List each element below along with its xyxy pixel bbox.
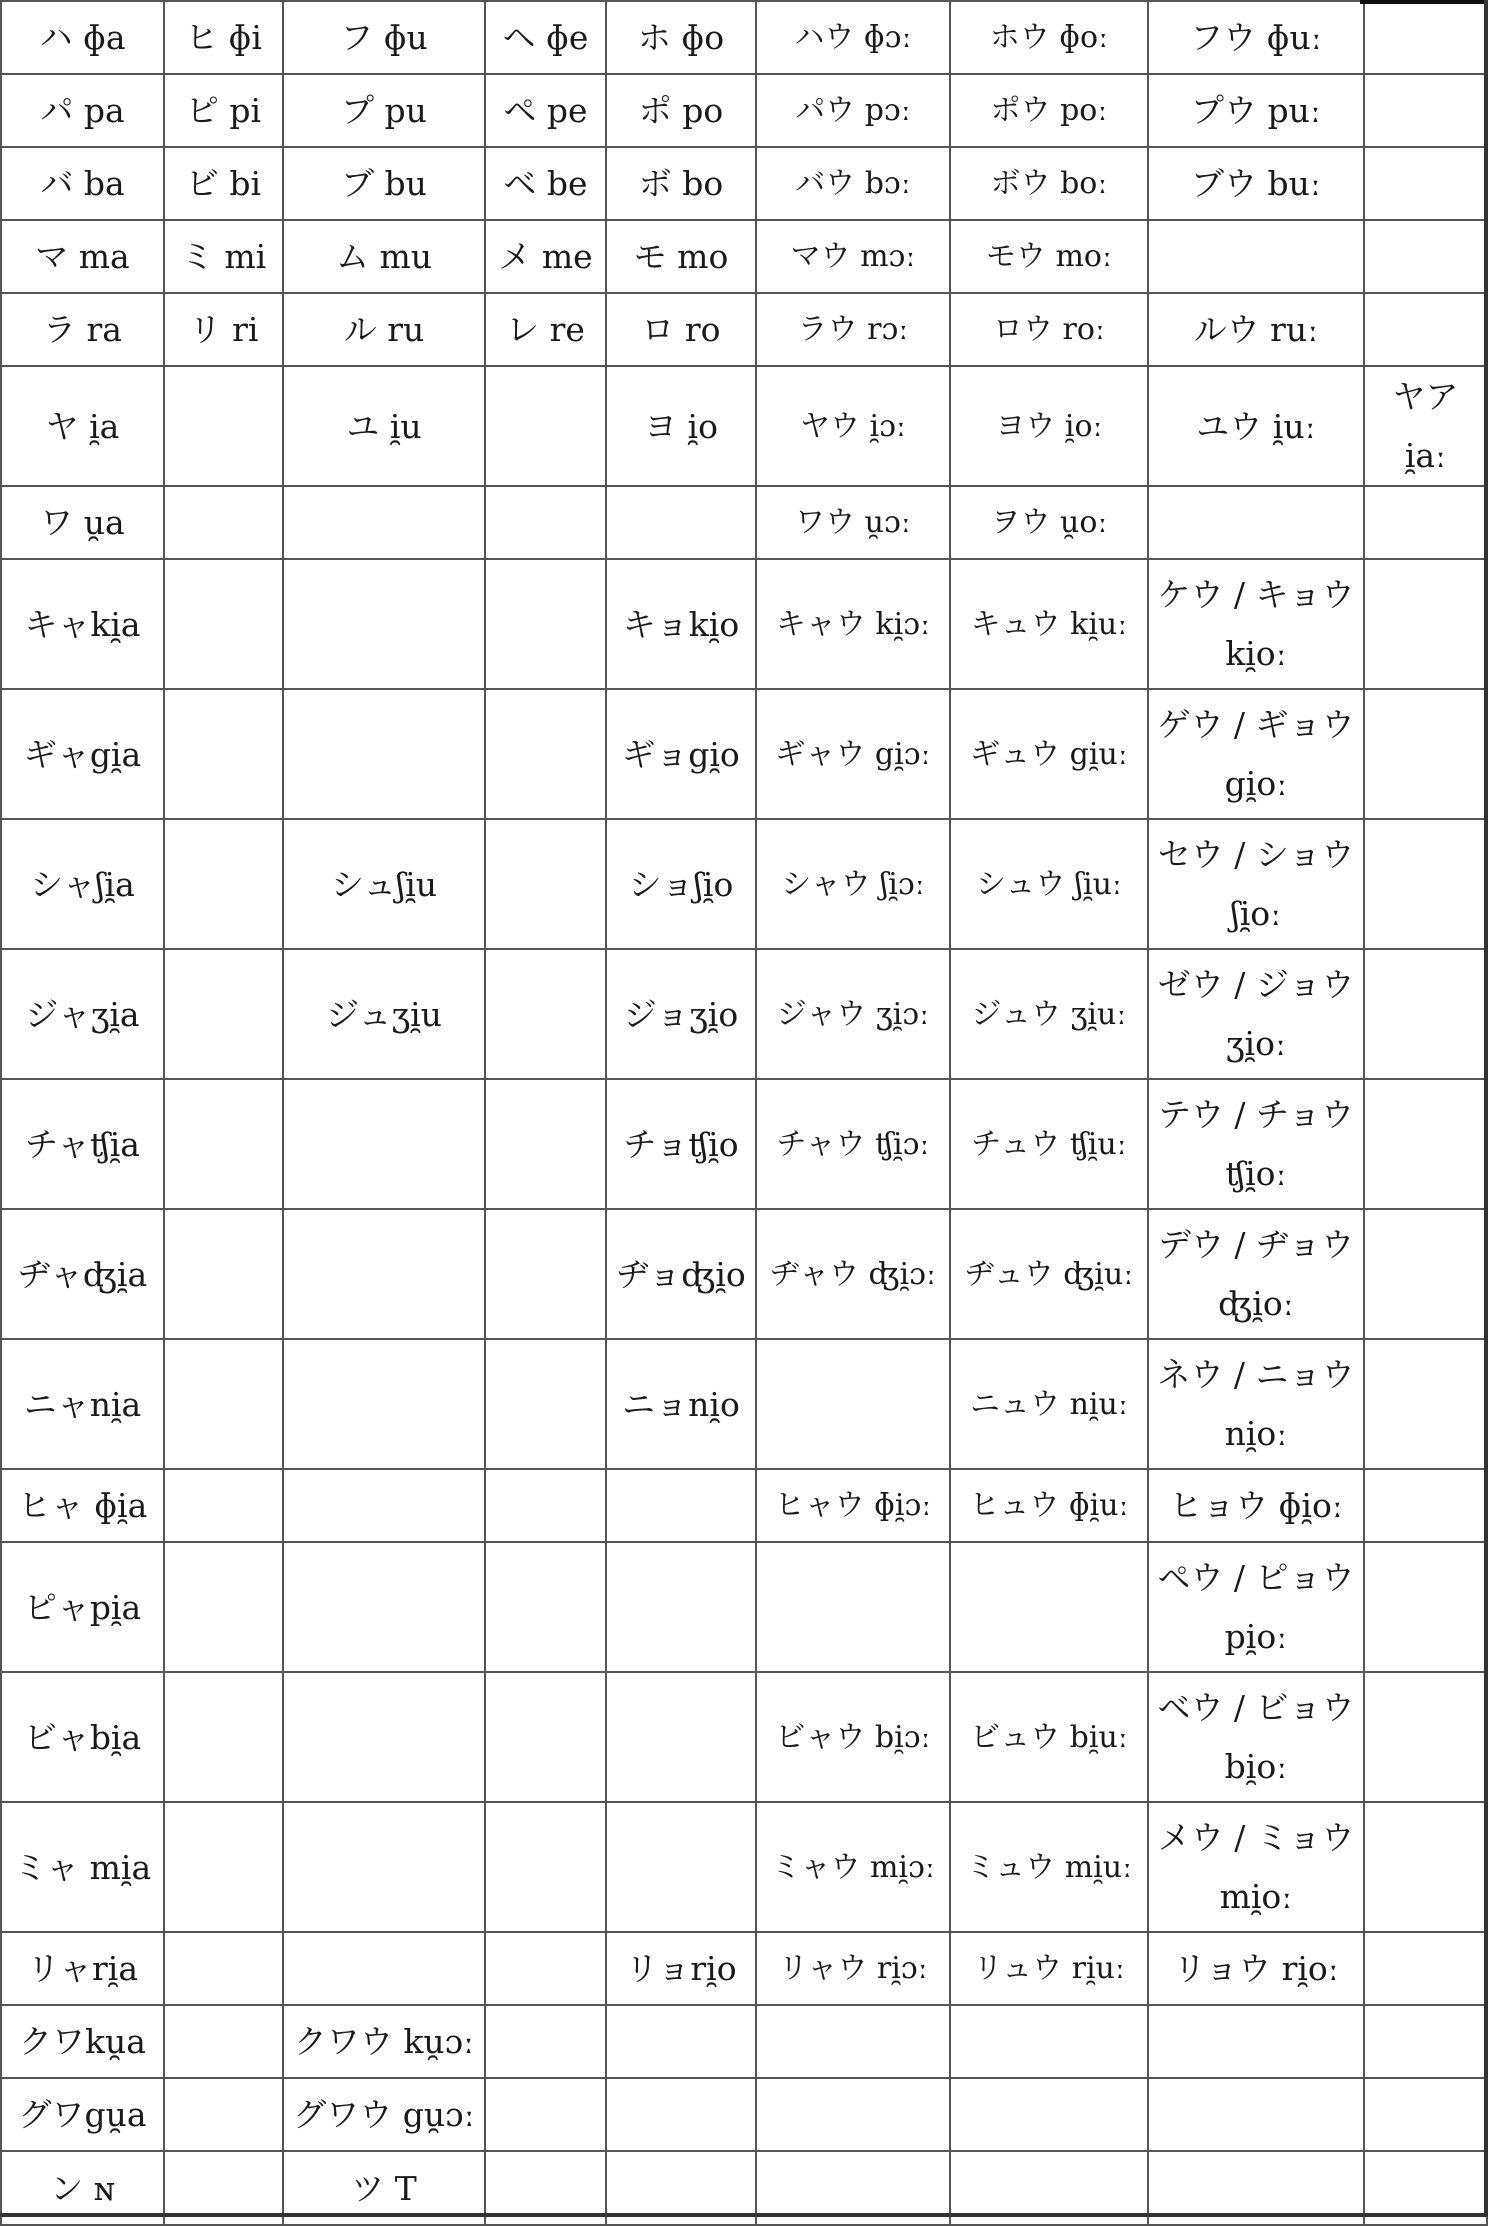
table-cell: ギャgi̯a	[1, 689, 164, 819]
table-cell: ケウ / キョウ ki̯oː	[1148, 559, 1364, 689]
table-cell: デウ / ヂョウ ʤi̯oː	[1148, 1209, 1364, 1339]
table-cell	[485, 1209, 606, 1339]
table-cell: キョki̯o	[606, 559, 756, 689]
table-cell: リュウ ri̯uː	[950, 1932, 1148, 2005]
table-cell: キュウ ki̯uː	[950, 559, 1148, 689]
table-cell: ム mu	[283, 220, 485, 293]
table-cell: ヤ i̯a	[1, 366, 164, 486]
table-row	[1, 1932, 1487, 2005]
table-cell	[164, 1209, 283, 1339]
table-row	[1, 486, 1487, 559]
table-cell: リ ri	[164, 293, 283, 366]
table-cell	[1364, 147, 1487, 220]
table-cell: パウ pɔː	[756, 74, 950, 147]
table-cell: チョʧi̯o	[606, 1079, 756, 1209]
table-cell: ピ pi	[164, 74, 283, 147]
table-cell	[485, 1542, 606, 1672]
table-cell: プウ puː	[1148, 74, 1364, 147]
table-cell	[283, 486, 485, 559]
table-cell	[1364, 1339, 1487, 1469]
table-row	[1, 147, 1487, 220]
table-cell: リャウ ri̯ɔː	[756, 1932, 950, 2005]
table-cell: ギョgi̯o	[606, 689, 756, 819]
table-cell: ブウ buː	[1148, 147, 1364, 220]
table-cell: シャウ ʃi̯ɔː	[756, 819, 950, 949]
table-cell: ヒャ ɸi̯a	[1, 1469, 164, 1542]
table-cell: ボウ boː	[950, 147, 1148, 220]
table-cell	[283, 1542, 485, 1672]
table-cell: シュʃi̯u	[283, 819, 485, 949]
table-cell	[950, 1542, 1148, 1672]
table-cell	[606, 2078, 756, 2151]
table-cell: ビャbi̯a	[1, 1672, 164, 1802]
table-cell: シャʃi̯a	[1, 819, 164, 949]
table-row	[1, 689, 1487, 819]
table-cell	[164, 949, 283, 1079]
table-cell: バ ba	[1, 147, 164, 220]
table-cell	[1364, 1542, 1487, 1672]
table-cell	[164, 1802, 283, 1932]
table-cell: ワ u̯a	[1, 486, 164, 559]
table-cell	[164, 2078, 283, 2151]
table-cell: マ ma	[1, 220, 164, 293]
table-cell: ビャウ bi̯ɔː	[756, 1672, 950, 1802]
table-row	[1, 2078, 1487, 2151]
table-cell: ミュウ mi̯uː	[950, 1802, 1148, 1932]
table-cell: ツ T	[283, 2151, 485, 2225]
table-cell: ヂャウ ʤi̯ɔː	[756, 1209, 950, 1339]
table-cell	[1364, 2078, 1487, 2151]
table-cell: ヂュウ ʤi̯uː	[950, 1209, 1148, 1339]
table-cell	[164, 1339, 283, 1469]
table-cell: フウ ɸuː	[1148, 1, 1364, 74]
table-cell: ブ bu	[283, 147, 485, 220]
table-cell: ヘ ɸe	[485, 1, 606, 74]
table-cell: ロウ roː	[950, 293, 1148, 366]
table-cell: ポ po	[606, 74, 756, 147]
table-row	[1, 293, 1487, 366]
table-cell: ビュウ bi̯uː	[950, 1672, 1148, 1802]
table-cell	[283, 1079, 485, 1209]
table-cell: ピャpi̯a	[1, 1542, 164, 1672]
table-cell: ン ɴ	[1, 2151, 164, 2225]
table-cell: モ mo	[606, 220, 756, 293]
table-cell: ベ be	[485, 147, 606, 220]
table-cell	[283, 1209, 485, 1339]
table-cell: ホウ ɸoː	[950, 1, 1148, 74]
table-cell: ジャʒi̯a	[1, 949, 164, 1079]
table-cell	[485, 1339, 606, 1469]
table-cell	[485, 819, 606, 949]
table-cell	[485, 486, 606, 559]
table-row	[1, 1209, 1487, 1339]
table-cell: ギャウ gi̯ɔː	[756, 689, 950, 819]
table-cell: ビ bi	[164, 147, 283, 220]
bottom-border-edge	[0, 2213, 1488, 2217]
table-cell: ヒ ɸi	[164, 1, 283, 74]
table-cell	[1364, 819, 1487, 949]
table-row	[1, 366, 1487, 486]
table-cell: ヒャウ ɸi̯ɔː	[756, 1469, 950, 1542]
top-right-border-edge	[1360, 0, 1486, 4]
table-cell: チュウ ʧi̯uː	[950, 1079, 1148, 1209]
table-cell	[283, 1672, 485, 1802]
table-cell	[1364, 1079, 1487, 1209]
table-cell: ジュウ ʒi̯uː	[950, 949, 1148, 1079]
table-cell	[1364, 1469, 1487, 1542]
table-row	[1, 1802, 1487, 1932]
table-cell	[1364, 689, 1487, 819]
table-cell: ゼウ / ジョウ ʒi̯oː	[1148, 949, 1364, 1079]
table-row	[1, 819, 1487, 949]
table-cell: ジョʒi̯o	[606, 949, 756, 1079]
table-cell	[1148, 220, 1364, 293]
table-cell	[606, 1672, 756, 1802]
table-cell	[485, 1672, 606, 1802]
table-cell: メウ / ミョウ mi̯oː	[1148, 1802, 1364, 1932]
table-cell: ハ ɸa	[1, 1, 164, 74]
table-cell	[283, 559, 485, 689]
table-cell: フ ɸu	[283, 1, 485, 74]
table-cell: ペウ / ピョウ pi̯oː	[1148, 1542, 1364, 1672]
table-cell	[606, 1542, 756, 1672]
table-cell	[756, 2005, 950, 2078]
table-cell	[164, 1932, 283, 2005]
table-row	[1, 1469, 1487, 1542]
table-cell: リョri̯o	[606, 1932, 756, 2005]
table-cell	[164, 1079, 283, 1209]
table-cell: シュウ ʃi̯uː	[950, 819, 1148, 949]
table-cell	[1364, 1672, 1487, 1802]
table-cell	[1364, 2005, 1487, 2078]
right-border-edge	[1484, 0, 1488, 2217]
table-row	[1, 1672, 1487, 1802]
table-cell	[164, 366, 283, 486]
table-cell: バウ bɔː	[756, 147, 950, 220]
table-cell: チャʧi̯a	[1, 1079, 164, 1209]
table-cell	[485, 559, 606, 689]
table-cell: ニャni̯a	[1, 1339, 164, 1469]
table-cell	[950, 2078, 1148, 2151]
table-cell	[606, 1469, 756, 1542]
table-cell	[485, 1802, 606, 1932]
table-cell: ヤウ i̯ɔː	[756, 366, 950, 486]
table-cell: ベウ / ビョウ bi̯oː	[1148, 1672, 1364, 1802]
table-cell	[164, 1542, 283, 1672]
table-cell	[1364, 293, 1487, 366]
table-cell	[756, 1542, 950, 1672]
table-cell: モウ moː	[950, 220, 1148, 293]
table-cell	[485, 949, 606, 1079]
table-cell	[756, 2078, 950, 2151]
table-cell: リョウ ri̯oː	[1148, 1932, 1364, 2005]
table-cell	[164, 559, 283, 689]
table-body	[1, 1, 1487, 2225]
table-cell: クワウ ku̯ɔː	[283, 2005, 485, 2078]
table-cell	[485, 1932, 606, 2005]
table-cell	[164, 486, 283, 559]
table-cell: ヨ i̯o	[606, 366, 756, 486]
table-cell	[756, 1339, 950, 1469]
table-cell	[164, 819, 283, 949]
table-cell: ルウ ruː	[1148, 293, 1364, 366]
table-cell	[1148, 2005, 1364, 2078]
table-cell	[1148, 486, 1364, 559]
table-cell: ヨウ i̯oː	[950, 366, 1148, 486]
table-cell	[283, 689, 485, 819]
table-cell	[283, 1469, 485, 1542]
table-cell	[606, 486, 756, 559]
table-cell: リャri̯a	[1, 1932, 164, 2005]
table-cell: プ pu	[283, 74, 485, 147]
table-cell	[164, 1672, 283, 1802]
table-cell: ミ mi	[164, 220, 283, 293]
table-cell: テウ / チョウ ʧi̯oː	[1148, 1079, 1364, 1209]
table-cell	[485, 2078, 606, 2151]
table-cell: パ pa	[1, 74, 164, 147]
table-cell	[485, 1079, 606, 1209]
table-row	[1, 559, 1487, 689]
table-cell	[164, 1469, 283, 1542]
table-cell: ジュʒi̯u	[283, 949, 485, 1079]
table-cell	[1364, 74, 1487, 147]
table-cell: メ me	[485, 220, 606, 293]
table-cell	[1364, 1209, 1487, 1339]
table-cell	[1364, 949, 1487, 1079]
table-cell	[485, 2005, 606, 2078]
table-cell	[164, 2005, 283, 2078]
table-cell: チャウ ʧi̯ɔː	[756, 1079, 950, 1209]
table-row	[1, 1079, 1487, 1209]
table-cell: ショʃi̯o	[606, 819, 756, 949]
table-cell: ル ru	[283, 293, 485, 366]
table-cell: ワウ u̯ɔː	[756, 486, 950, 559]
table-cell: ユ i̯u	[283, 366, 485, 486]
table-cell	[485, 1469, 606, 1542]
table-cell: ヒョウ ɸi̯oː	[1148, 1469, 1364, 1542]
table-cell	[283, 1339, 485, 1469]
table-cell: ボ bo	[606, 147, 756, 220]
table-cell: ヲウ u̯oː	[950, 486, 1148, 559]
table-cell: ユウ i̯uː	[1148, 366, 1364, 486]
table-row	[1, 1542, 1487, 1672]
table-row	[1, 1339, 1487, 1469]
table-cell	[164, 689, 283, 819]
table-cell: ヂョʤi̯o	[606, 1209, 756, 1339]
table-cell: グワウ gu̯ɔː	[283, 2078, 485, 2151]
table-cell: ヒュウ ɸi̯uː	[950, 1469, 1148, 1542]
table-cell	[606, 1802, 756, 1932]
table-cell	[1364, 486, 1487, 559]
table-cell	[950, 2005, 1148, 2078]
table-cell: ニュウ ni̯uː	[950, 1339, 1148, 1469]
table-cell: レ re	[485, 293, 606, 366]
table-cell	[1364, 1932, 1487, 2005]
table-row	[1, 220, 1487, 293]
table-cell: ゲウ / ギョウ gi̯oː	[1148, 689, 1364, 819]
table-row	[1, 74, 1487, 147]
table-cell: ラウ rɔː	[756, 293, 950, 366]
table-cell: ミャ mi̯a	[1, 1802, 164, 1932]
table-cell	[1364, 1802, 1487, 1932]
table-row	[1, 1, 1487, 74]
table-cell: ミャウ mi̯ɔː	[756, 1802, 950, 1932]
table-cell: ヂャʤi̯a	[1, 1209, 164, 1339]
table-row	[1, 949, 1487, 1079]
table-cell: セウ / ショウ ʃi̯oː	[1148, 819, 1364, 949]
table-cell: グワgu̯a	[1, 2078, 164, 2151]
table-cell	[1148, 2078, 1364, 2151]
table-cell: クワku̯a	[1, 2005, 164, 2078]
table-cell	[1364, 1, 1487, 74]
table-cell	[485, 366, 606, 486]
table-cell	[1364, 220, 1487, 293]
table-row	[1, 2005, 1487, 2078]
table-cell	[1364, 559, 1487, 689]
table-cell	[283, 1802, 485, 1932]
table-cell	[606, 2005, 756, 2078]
table-cell: キャウ ki̯ɔː	[756, 559, 950, 689]
table-cell: ギュウ gi̯uː	[950, 689, 1148, 819]
table-cell: ペ pe	[485, 74, 606, 147]
table-cell: ジャウ ʒi̯ɔː	[756, 949, 950, 1079]
table-cell: ネウ / ニョウ ni̯oː	[1148, 1339, 1364, 1469]
table-cell: ハウ ɸɔː	[756, 1, 950, 74]
table-cell: キャki̯a	[1, 559, 164, 689]
table-cell: マウ mɔː	[756, 220, 950, 293]
table-cell: ヤア i̯aː	[1364, 366, 1487, 486]
table-cell	[283, 1932, 485, 2005]
table-cell	[485, 689, 606, 819]
table-cell: ニョni̯o	[606, 1339, 756, 1469]
table-cell: ラ ra	[1, 293, 164, 366]
table-cell: ポウ poː	[950, 74, 1148, 147]
table-cell: ロ ro	[606, 293, 756, 366]
table-cell: ホ ɸo	[606, 1, 756, 74]
